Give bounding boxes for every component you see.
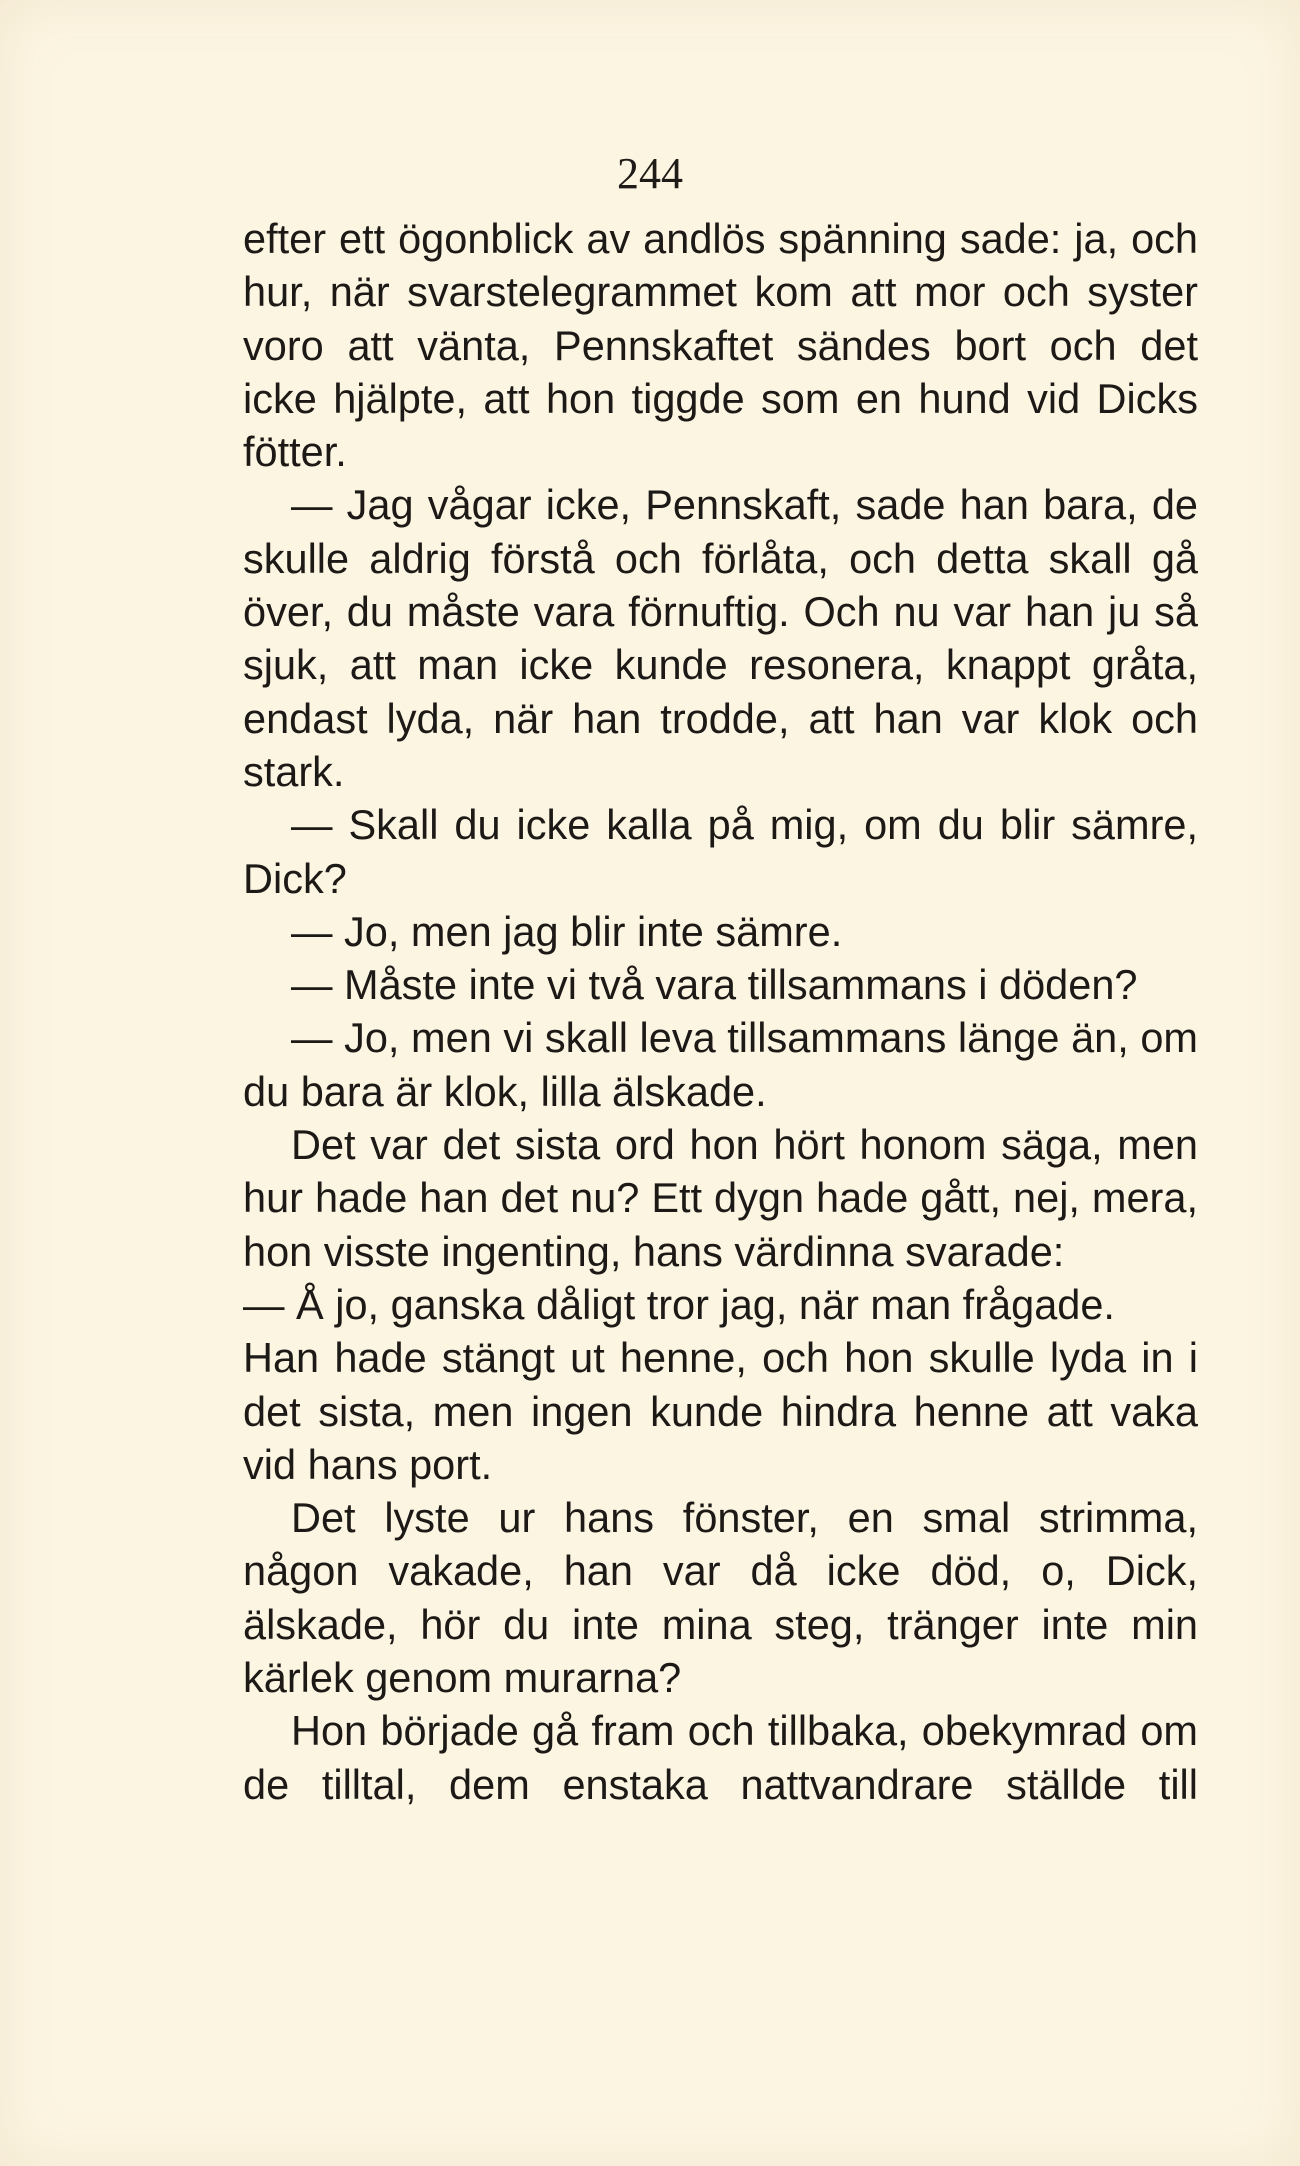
paragraph-3: — Skall du icke kalla på mig, om du blir sämre, Dick? [243, 801, 1198, 902]
paragraph-5: — Måste inte vi två vara tillsammans i döden? [291, 961, 1138, 1009]
body-text [243, 212, 1198, 1811]
paragraph-4: — Jo, men jag blir inte sämre. [291, 907, 843, 955]
paragraph-8: — Å jo, ganska dåligt tror jag, när man frågade. [243, 1280, 1115, 1328]
paragraph-7: Det var det sista ord hon hört honom säga, men hur hade han det nu? Ett dygn hade gått, nej, mera, hon visste ingenting, hans värdinna svarade: [243, 1121, 1198, 1275]
paragraph-1: efter ett ögonblick av andlös spänning sade: ja, och hur, när svarstelegrammet kom att mor och syster voro att vänta, Pennskaftet sändes bort och det icke hjälpte, att hon tiggde som en hund vid Dicks fötter. [243, 215, 1198, 476]
paragraph-11: Hon började gå fram och tillbaka, obekymrad om de tilltal, dem enstaka nattvandrare ställde till [243, 1707, 1198, 1808]
paragraph-10: Det lyste ur hans fönster, en smal strimma, någon vakade, han var då icke död, o, Dick, älskade, hör du inte mina steg, tränger inte min kärlek genom murarna? [243, 1494, 1198, 1702]
page-number: 244 [617, 149, 683, 198]
paragraph-6: — Jo, men vi skall leva tillsammans länge än, om du bara är klok, lilla älskade. [243, 1014, 1198, 1115]
paragraph-9: Han hade stängt ut henne, och hon skulle lyda in i det sista, men ingen kunde hindra henne att vaka vid hans port. [243, 1334, 1198, 1488]
paragraph-2: — Jag vågar icke, Pennskaft, sade han bara, de skulle aldrig förstå och förlåta, och detta skall gå över, du måste vara förnuftig. Och nu var han ju så sjuk, att man icke kunde resonera, knappt gråta, endast lyda, när han trodde, att han var klok och stark. [243, 481, 1198, 795]
